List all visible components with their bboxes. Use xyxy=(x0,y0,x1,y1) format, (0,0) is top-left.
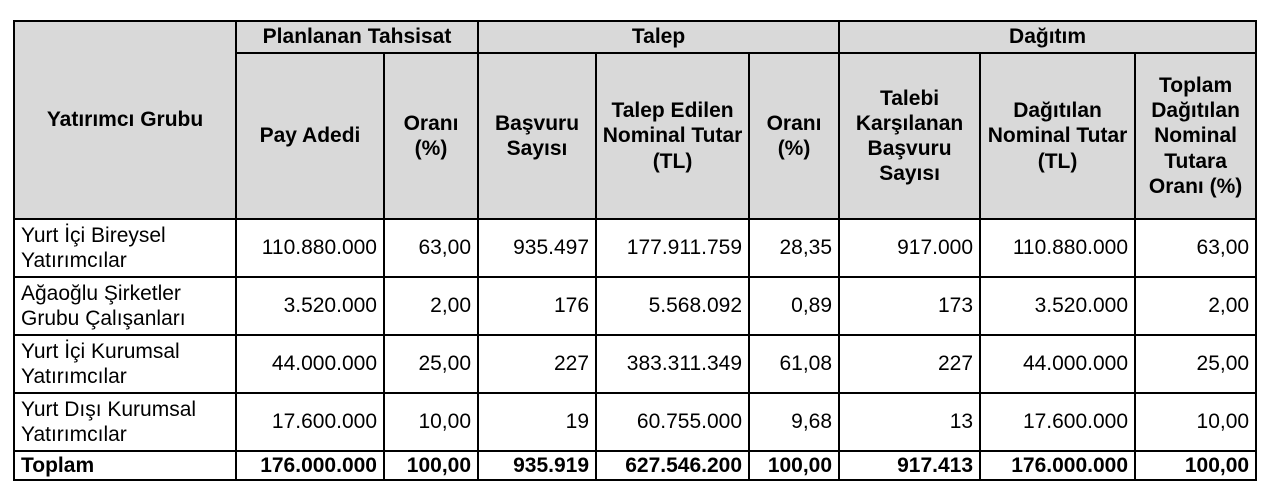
demand-ratio-header: Oranı (%) xyxy=(749,53,839,219)
distribution-ratio-cell: 63,00 xyxy=(1135,219,1256,277)
planned-allocation-header: Planlanan Tahsisat xyxy=(236,21,478,53)
application-count-header: Başvuru Sayısı xyxy=(478,53,596,219)
fulfilled-applications-cell: 917.000 xyxy=(839,219,980,277)
fulfilled-applications-cell: 13 xyxy=(839,393,980,451)
share-count-cell: 3.520.000 xyxy=(236,277,384,335)
distribution-header: Dağıtım xyxy=(839,21,1256,53)
table-row xyxy=(14,393,1256,451)
demand-ratio-cell: 28,35 xyxy=(749,219,839,277)
demand-header: Talep xyxy=(478,21,839,53)
share-count-cell: 44.000.000 xyxy=(236,335,384,393)
distribution-ratio-cell: 25,00 xyxy=(1135,335,1256,393)
total-demanded-amount-cell: 627.546.200 xyxy=(596,451,749,480)
fulfilled-applications-cell: 173 xyxy=(839,277,980,335)
total-distribution-ratio-cell: 100,00 xyxy=(1135,451,1256,480)
total-planned-ratio-cell: 100,00 xyxy=(384,451,478,480)
share-count-cell: 17.600.000 xyxy=(236,393,384,451)
investor-group-cell: Ağaoğlu Şirketler Grubu Çalışanları xyxy=(14,277,236,335)
investor-group-header: Yatırımcı Grubu xyxy=(14,21,236,219)
table-row xyxy=(14,335,1256,393)
distribution-ratio-cell: 10,00 xyxy=(1135,393,1256,451)
distributed-amount-header: Dağıtılan Nominal Tutar (TL) xyxy=(980,53,1135,219)
planned-ratio-cell: 25,00 xyxy=(384,335,478,393)
application-count-cell: 176 xyxy=(478,277,596,335)
distributed-amount-cell: 110.880.000 xyxy=(980,219,1135,277)
total-distributed-amount-cell: 176.000.000 xyxy=(980,451,1135,480)
total-demand-ratio-cell: 100,00 xyxy=(749,451,839,480)
table-row xyxy=(14,277,1256,335)
demanded-amount-cell: 383.311.349 xyxy=(596,335,749,393)
distributed-amount-cell: 3.520.000 xyxy=(980,277,1135,335)
total-row xyxy=(14,451,1256,480)
application-count-cell: 227 xyxy=(478,335,596,393)
demand-ratio-cell: 61,08 xyxy=(749,335,839,393)
demanded-amount-cell: 60.755.000 xyxy=(596,393,749,451)
total-application-count-cell: 935.919 xyxy=(478,451,596,480)
demanded-amount-cell: 5.568.092 xyxy=(596,277,749,335)
share-count-header: Pay Adedi xyxy=(236,53,384,219)
planned-ratio-cell: 63,00 xyxy=(384,219,478,277)
allocation-table xyxy=(13,20,1257,481)
share-count-cell: 110.880.000 xyxy=(236,219,384,277)
investor-group-cell: Yurt İçi Kurumsal Yatırımcılar xyxy=(14,335,236,393)
total-label-cell: Toplam xyxy=(14,451,236,480)
planned-ratio-cell: 10,00 xyxy=(384,393,478,451)
planned-ratio-cell: 2,00 xyxy=(384,277,478,335)
total-fulfilled-applications-cell: 917.413 xyxy=(839,451,980,480)
planned-ratio-header: Oranı (%) xyxy=(384,53,478,219)
investor-group-cell: Yurt İçi Bireysel Yatırımcılar xyxy=(14,219,236,277)
application-count-cell: 935.497 xyxy=(478,219,596,277)
distribution-ratio-cell: 2,00 xyxy=(1135,277,1256,335)
distribution-ratio-header: Toplam Dağıtılan Nominal Tutara Oranı (%) xyxy=(1135,53,1256,219)
demanded-amount-cell: 177.911.759 xyxy=(596,219,749,277)
demanded-amount-header: Talep Edilen Nominal Tutar (TL) xyxy=(596,53,749,219)
demand-ratio-cell: 0,89 xyxy=(749,277,839,335)
group-header-row xyxy=(14,21,1256,53)
distributed-amount-cell: 17.600.000 xyxy=(980,393,1135,451)
fulfilled-applications-cell: 227 xyxy=(839,335,980,393)
total-share-count-cell: 176.000.000 xyxy=(236,451,384,480)
application-count-cell: 19 xyxy=(478,393,596,451)
investor-group-cell: Yurt Dışı Kurumsal Yatırımcılar xyxy=(14,393,236,451)
demand-ratio-cell: 9,68 xyxy=(749,393,839,451)
fulfilled-applications-header: Talebi Karşılanan Başvuru Sayısı xyxy=(839,53,980,219)
table-row xyxy=(14,219,1256,277)
distributed-amount-cell: 44.000.000 xyxy=(980,335,1135,393)
